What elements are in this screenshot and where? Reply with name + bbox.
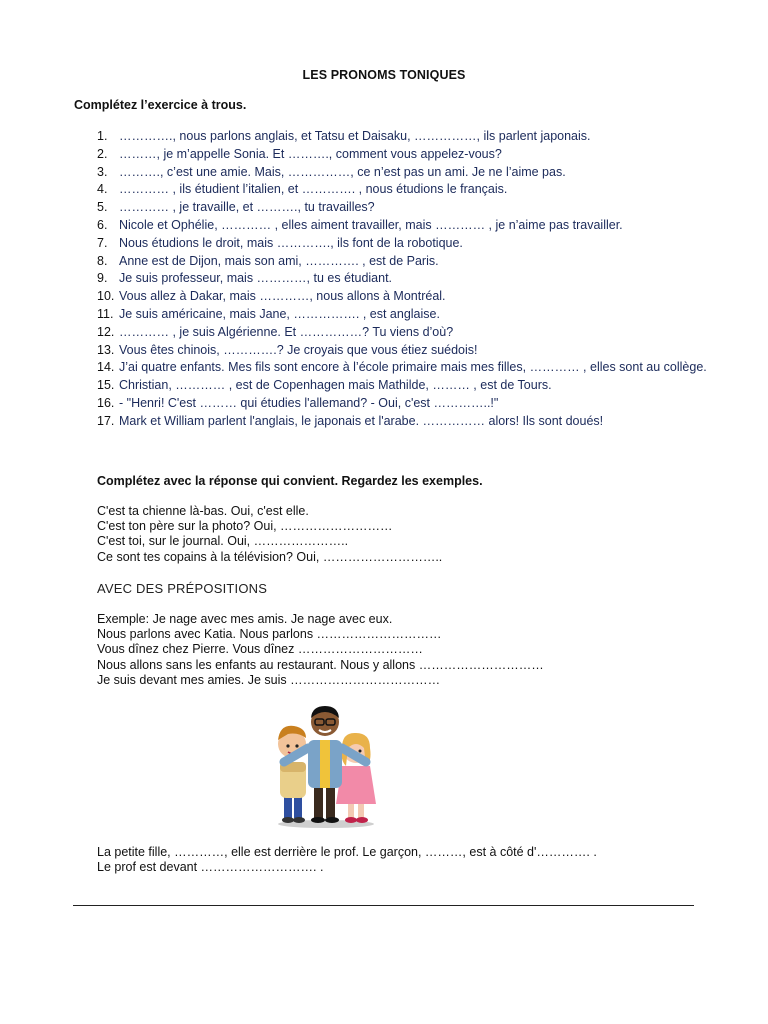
item-text: - "Henri! C'est ……… qui étudies l'allemand? - Oui, c'est …………..!"	[119, 395, 499, 410]
item-text: ………, je m’appelle Sonia. Et ………., comment vous appelez-vous?	[119, 146, 502, 161]
example-line: C'est ta chienne là-bas. Oui, c'est elle.	[97, 504, 309, 518]
list-item	[97, 146, 707, 164]
cartoon-illustration	[266, 700, 386, 828]
item-text: Nicole et Ophélie, ………… , elles aiment travailler, mais ………… , je n’aime pas travailler.	[119, 217, 623, 232]
item-text: …………., nous parlons anglais, et Tatsu et Daisaku, ……………, ils parlent japonais.	[119, 129, 591, 143]
example-line: Ce sont tes copains à la télévision? Oui, ………………………..	[97, 549, 443, 564]
item-text: Je suis professeur, mais …………, tu es étudiant.	[119, 271, 393, 286]
list-item	[97, 128, 707, 146]
item-text: Nous étudions le droit, mais …………., ils font de la robotique.	[119, 235, 463, 250]
horizontal-divider	[73, 905, 694, 906]
item-number: 9.	[97, 271, 108, 286]
list-item	[97, 181, 707, 199]
item-number: 8.	[97, 253, 108, 268]
item-text: Vous allez à Dakar, mais …………, nous allons à Montréal.	[119, 289, 446, 304]
list-item	[97, 359, 707, 377]
list-item	[97, 164, 707, 182]
page-title: LES PRONOMS TONIQUES	[302, 68, 466, 82]
item-number: 10.	[97, 289, 115, 304]
preposition-line: Nous parlons avec Katia. Nous parlons …………………………	[97, 627, 442, 642]
preposition-line: Exemple: Je nage avec mes amis. Je nage avec eux.	[97, 612, 393, 626]
item-number: 2.	[97, 146, 108, 161]
list-item	[97, 306, 707, 324]
item-text: ………… , je suis Algérienne. Et ……………? Tu viens d’où?	[119, 324, 454, 339]
exercise-list	[97, 128, 707, 431]
preposition-line: Nous allons sans les enfants au restaurant. Nous y allons …………………………	[97, 657, 544, 672]
item-text: ………… , je travaille, et ………., tu travailles?	[119, 200, 375, 215]
preposition-line: Je suis devant mes amies. Je suis ………………………………	[97, 672, 441, 687]
preposition-line: Vous dînez chez Pierre. Vous dînez …………………………	[97, 642, 423, 657]
item-number: 5.	[97, 200, 108, 215]
final-line: La petite fille, …………, elle est derrière le prof. Le garçon, ………, est à côté d'…………. .	[97, 845, 597, 859]
final-exercise-block	[97, 845, 597, 875]
list-item	[97, 253, 707, 271]
item-number: 4.	[97, 182, 108, 197]
item-text: Anne est de Dijon, mais son ami, …………. , est de Paris.	[119, 253, 439, 268]
list-item	[97, 377, 707, 395]
item-text: Mark et William parlent l'anglais, le japonais et l'arabe. …………… alors! Ils sont doués!	[119, 413, 604, 428]
item-number: 7.	[97, 235, 108, 250]
item-number: 14.	[97, 360, 115, 375]
item-number: 13.	[97, 342, 115, 357]
list-item	[97, 270, 707, 288]
item-number: 1.	[97, 129, 108, 143]
prepositions-heading: AVEC DES PRÉPOSITIONS	[97, 581, 268, 596]
list-item	[97, 413, 707, 431]
item-number: 12.	[97, 324, 115, 339]
list-item	[97, 199, 707, 217]
teacher-and-children-image	[266, 700, 386, 828]
item-text: ………., c’est une amie. Mais, ……………, ce n’est pas un ami. Je ne l’aime pas.	[119, 164, 566, 179]
item-number: 15.	[97, 378, 115, 393]
item-number: 16.	[97, 395, 115, 410]
section1-heading: Complétez l’exercice à trous.	[74, 98, 247, 112]
final-line: Le prof est devant ………………………. .	[97, 860, 324, 875]
list-item	[97, 395, 707, 413]
item-text: Vous êtes chinois, ………….? Je croyais que vous étiez suédois!	[119, 342, 478, 357]
item-text: Christian, ………… , est de Copenhagen mais Mathilde, ……… , est de Tours.	[119, 378, 552, 393]
prepositions-block	[97, 612, 544, 688]
example-line: C'est toi, sur le journal. Oui, …………………..	[97, 534, 349, 549]
item-number: 6.	[97, 217, 108, 232]
item-text: J’ai quatre enfants. Mes fils sont encore à l’école primaire mais mes filles, ………… , elles sont au collège.	[119, 360, 707, 375]
list-item	[97, 288, 707, 306]
example-line: C'est ton père sur la photo? Oui, ………………………	[97, 519, 393, 534]
list-item	[97, 235, 707, 253]
list-item	[97, 217, 707, 235]
section2-heading: Complétez avec la réponse qui convient. Regardez les exemples.	[97, 474, 483, 488]
item-number: 17.	[97, 413, 115, 428]
item-text: Je suis américaine, mais Jane, ……………. , est anglaise.	[119, 306, 440, 321]
list-item	[97, 342, 707, 360]
item-number: 11.	[97, 306, 114, 321]
item-text: ………… , ils étudient l’italien, et …………. , nous étudions le français.	[119, 182, 508, 197]
list-item	[97, 324, 707, 342]
examples-block	[97, 504, 442, 565]
item-number: 3.	[97, 164, 108, 179]
